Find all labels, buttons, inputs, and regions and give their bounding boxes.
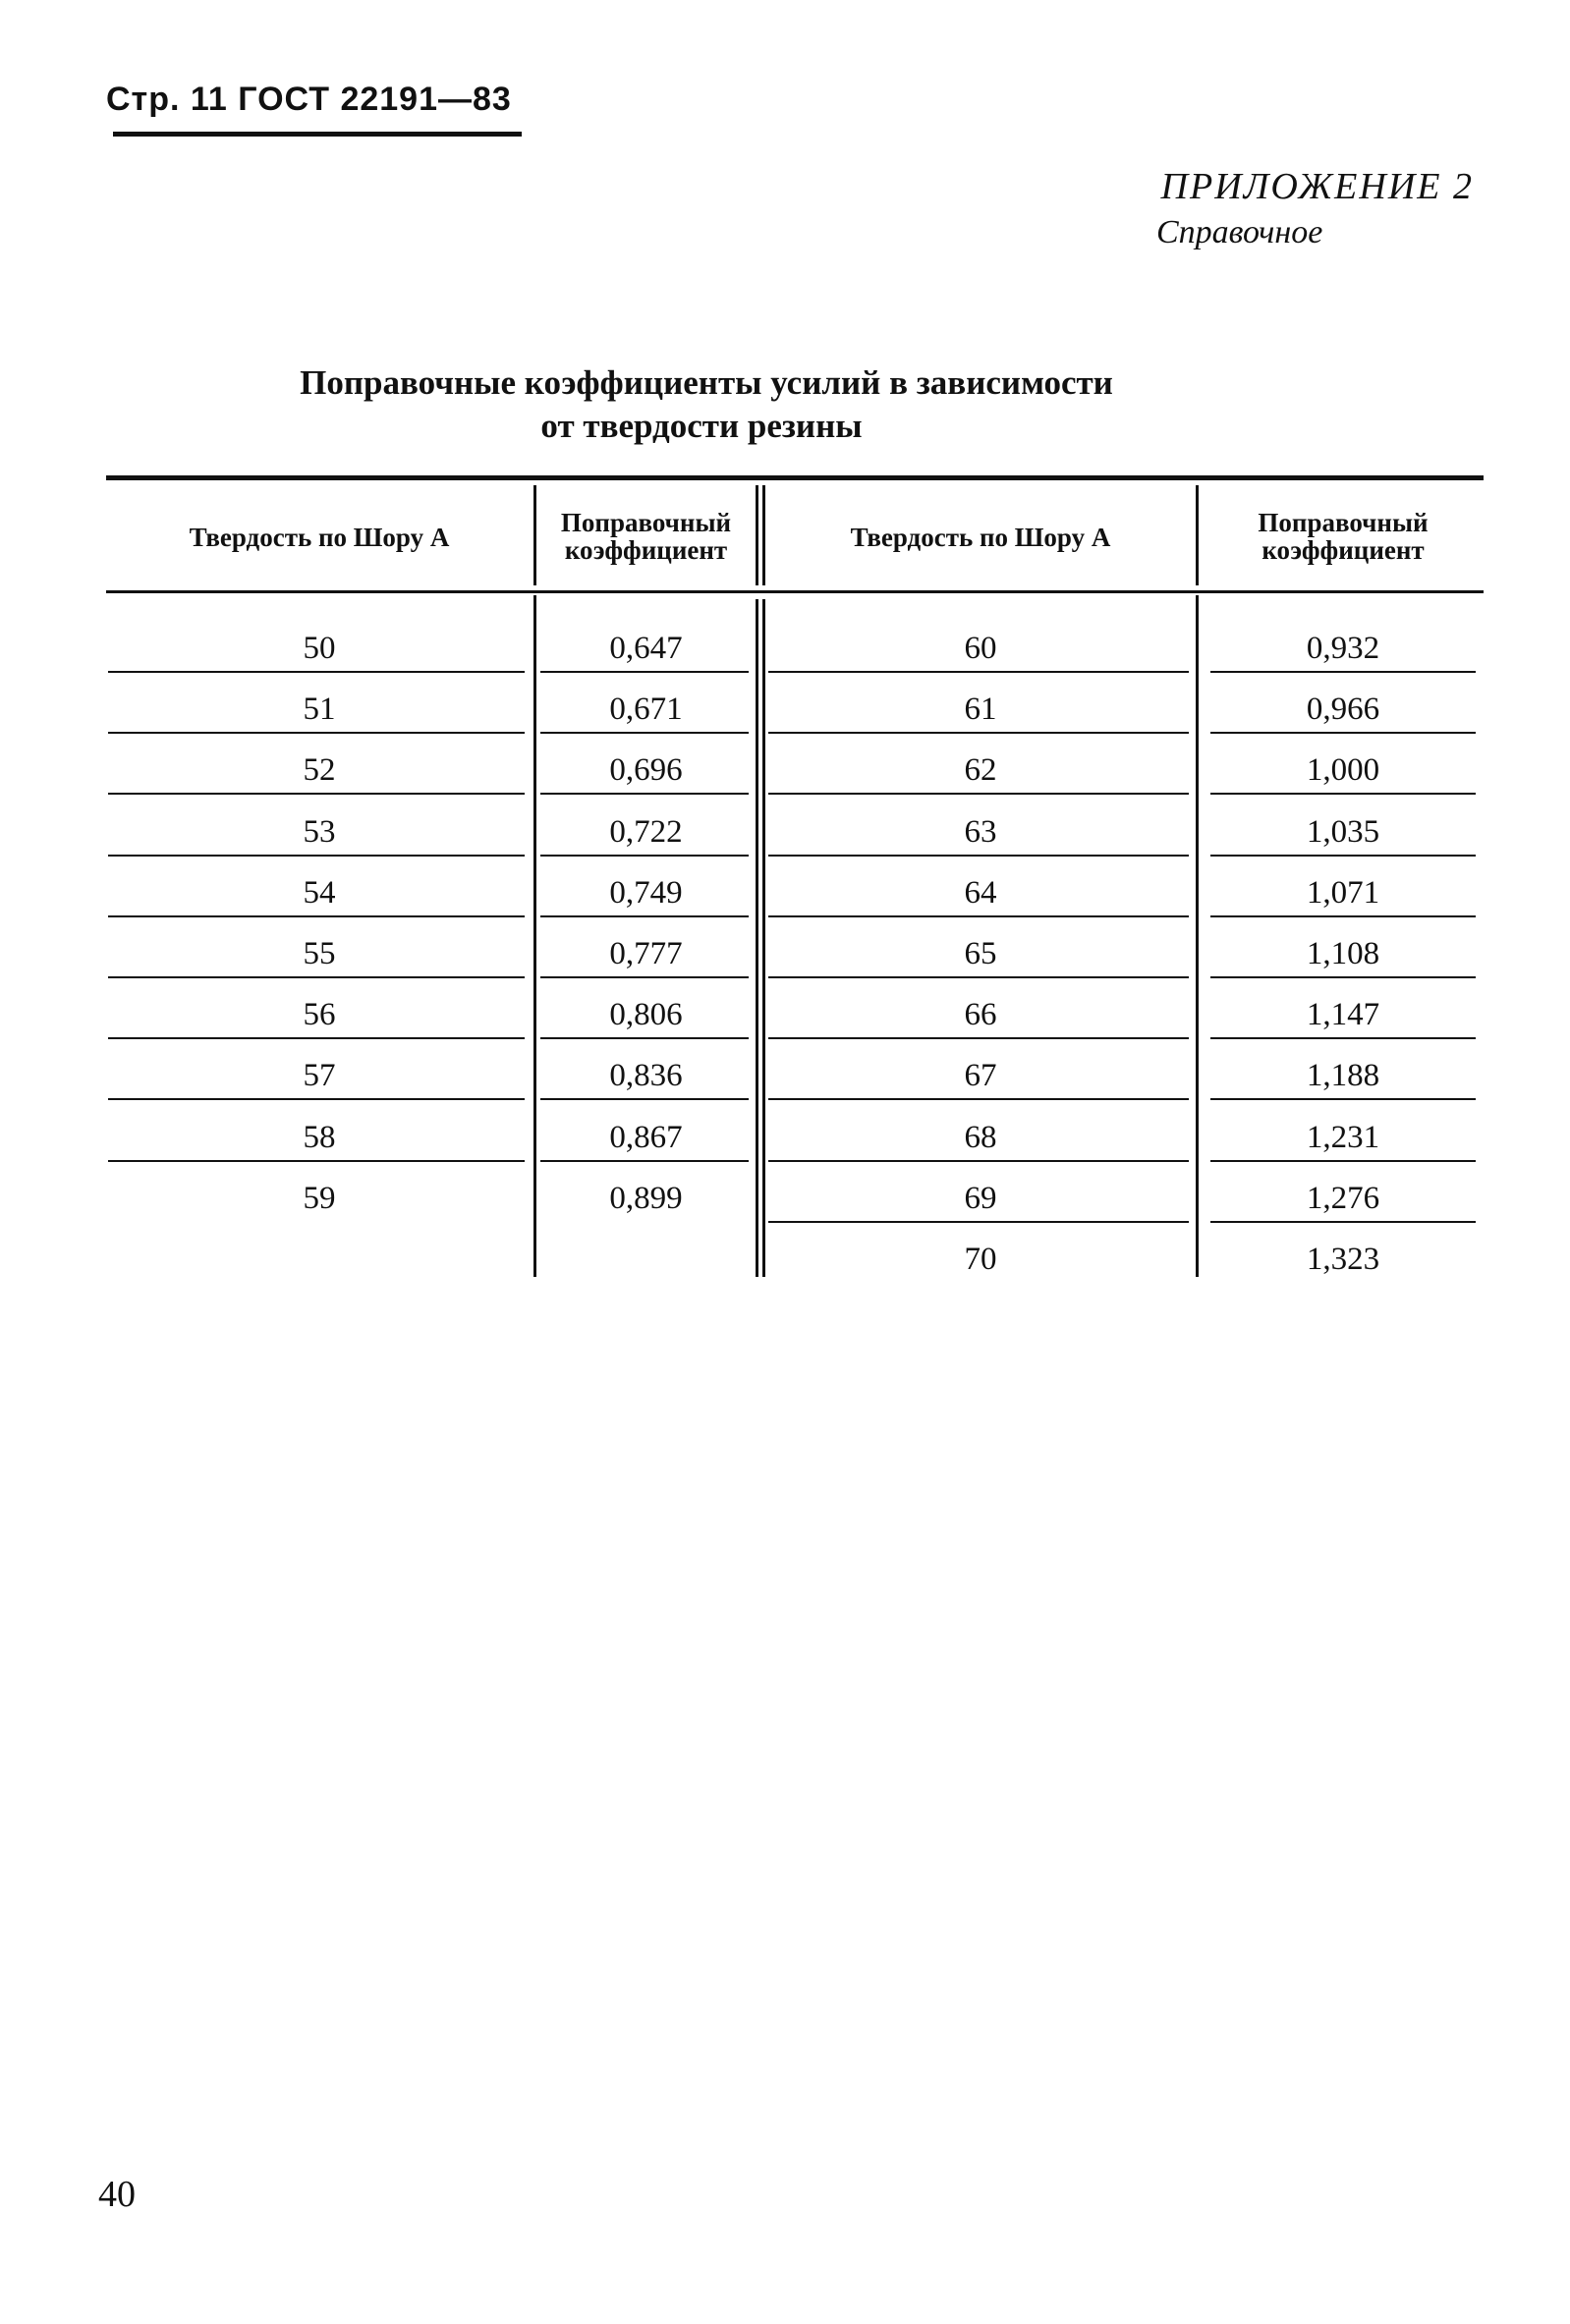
- header-rule: [113, 132, 522, 137]
- row-rule: [108, 976, 525, 978]
- row-rule: [108, 1098, 525, 1100]
- body-divider-1: [533, 595, 536, 1277]
- hardness-cell: 61: [964, 692, 997, 727]
- row-rule: [1210, 1221, 1476, 1223]
- row-rule: [768, 855, 1189, 857]
- row-rule: [540, 1037, 749, 1039]
- hardness-cell: 66: [964, 997, 997, 1032]
- row-rule: [1210, 732, 1476, 734]
- row-rule: [1210, 1160, 1476, 1162]
- row-rule: [540, 793, 749, 795]
- header-divider-1: [533, 485, 536, 585]
- table-title: [0, 361, 1570, 448]
- row-rule: [540, 1098, 749, 1100]
- row-rule: [108, 1160, 525, 1162]
- header-coef-left: [538, 509, 754, 564]
- hardness-cell: 70: [964, 1242, 997, 1277]
- hardness-cell: 52: [303, 752, 336, 788]
- header-coef-left-line-2: коэффициент: [564, 535, 728, 565]
- coefficient-cell: 1,108: [1306, 936, 1380, 971]
- coefficient-cell: 0,966: [1306, 692, 1380, 727]
- coefficient-cell: 0,867: [609, 1120, 683, 1155]
- row-rule: [768, 976, 1189, 978]
- coefficient-cell: 0,671: [609, 692, 683, 727]
- row-rule: [108, 732, 525, 734]
- row-rule: [1210, 1037, 1476, 1039]
- header-double-divider-a: [756, 485, 758, 585]
- row-rule: [768, 671, 1189, 673]
- row-rule: [540, 671, 749, 673]
- header-double-divider-b: [762, 485, 765, 585]
- row-rule: [768, 1221, 1189, 1223]
- hardness-cell: 60: [964, 631, 997, 666]
- appendix-title: ПРИЛОЖЕНИЕ 2: [1160, 166, 1474, 207]
- coefficient-cell: 1,071: [1306, 875, 1380, 911]
- row-rule: [768, 1037, 1189, 1039]
- hardness-cell: 64: [964, 875, 997, 911]
- row-rule: [768, 1098, 1189, 1100]
- row-rule: [108, 855, 525, 857]
- coefficient-cell: 1,323: [1306, 1242, 1380, 1277]
- row-rule: [108, 793, 525, 795]
- coefficient-cell: 1,188: [1306, 1058, 1380, 1093]
- hardness-cell: 63: [964, 814, 997, 850]
- hardness-cell: 51: [303, 692, 336, 727]
- coefficient-cell: 1,276: [1306, 1181, 1380, 1216]
- hardness-cell: 54: [303, 875, 336, 911]
- page-number: 40: [98, 2174, 136, 2215]
- row-rule: [540, 1160, 749, 1162]
- hardness-cell: 62: [964, 752, 997, 788]
- row-rule: [1210, 1098, 1476, 1100]
- header-coef-right: [1201, 509, 1486, 564]
- coefficient-cell: 0,777: [609, 936, 683, 971]
- row-rule: [540, 732, 749, 734]
- row-rule: [1210, 855, 1476, 857]
- header-coef-right-line-2: коэффициент: [1262, 535, 1425, 565]
- hardness-cell: 58: [303, 1120, 336, 1155]
- coefficient-cell: 0,696: [609, 752, 683, 788]
- hardness-cell: 57: [303, 1058, 336, 1093]
- table-top-rule: [106, 475, 1484, 480]
- row-rule: [1210, 671, 1476, 673]
- hardness-cell: 55: [303, 936, 336, 971]
- coefficient-cell: 1,147: [1306, 997, 1380, 1032]
- row-rule: [1210, 793, 1476, 795]
- hardness-cell: 50: [303, 631, 336, 666]
- row-rule: [540, 915, 749, 917]
- coefficient-cell: 0,647: [609, 631, 683, 666]
- row-rule: [768, 1160, 1189, 1162]
- row-rule: [540, 976, 749, 978]
- body-double-divider-b: [762, 599, 765, 1277]
- coefficient-cell: 0,932: [1306, 631, 1380, 666]
- header-divider-3: [1196, 485, 1199, 585]
- row-rule: [108, 915, 525, 917]
- coefficient-cell: 1,231: [1306, 1120, 1380, 1155]
- table-title-line-2: от твердости резины: [540, 407, 863, 445]
- row-rule: [1210, 976, 1476, 978]
- header-hardness-right: Твердость по Шору А: [850, 523, 1111, 552]
- row-rule: [108, 671, 525, 673]
- coefficient-cell: 0,806: [609, 997, 683, 1032]
- coefficient-cell: 1,035: [1306, 814, 1380, 850]
- table-title-line-1: Поправочные коэффициенты усилий в зависимости: [300, 363, 1113, 402]
- body-double-divider-a: [756, 599, 758, 1277]
- coefficient-cell: 1,000: [1306, 752, 1380, 788]
- header-hardness-left: Твердость по Шору А: [189, 523, 450, 552]
- hardness-cell: 56: [303, 997, 336, 1032]
- appendix-subtitle: Справочное: [1156, 214, 1323, 250]
- row-rule: [768, 793, 1189, 795]
- coefficient-cell: 0,899: [609, 1181, 683, 1216]
- hardness-cell: 68: [964, 1120, 997, 1155]
- hardness-cell: 53: [303, 814, 336, 850]
- hardness-cell: 59: [303, 1181, 336, 1216]
- row-rule: [1210, 915, 1476, 917]
- row-rule: [540, 855, 749, 857]
- running-head: Стр. 11 ГОСТ 22191—83: [106, 81, 512, 118]
- coefficient-cell: 0,722: [609, 814, 683, 850]
- table-header-bottom-rule: [106, 590, 1484, 593]
- hardness-cell: 65: [964, 936, 997, 971]
- row-rule: [108, 1037, 525, 1039]
- coefficient-cell: 0,749: [609, 875, 683, 911]
- row-rule: [768, 915, 1189, 917]
- header-coef-left-line-1: Поправочный: [560, 508, 732, 537]
- header-coef-right-line-1: Поправочный: [1258, 508, 1429, 537]
- coefficient-cell: 0,836: [609, 1058, 683, 1093]
- hardness-cell: 67: [964, 1058, 997, 1093]
- body-divider-3: [1196, 595, 1199, 1277]
- row-rule: [768, 732, 1189, 734]
- hardness-cell: 69: [964, 1181, 997, 1216]
